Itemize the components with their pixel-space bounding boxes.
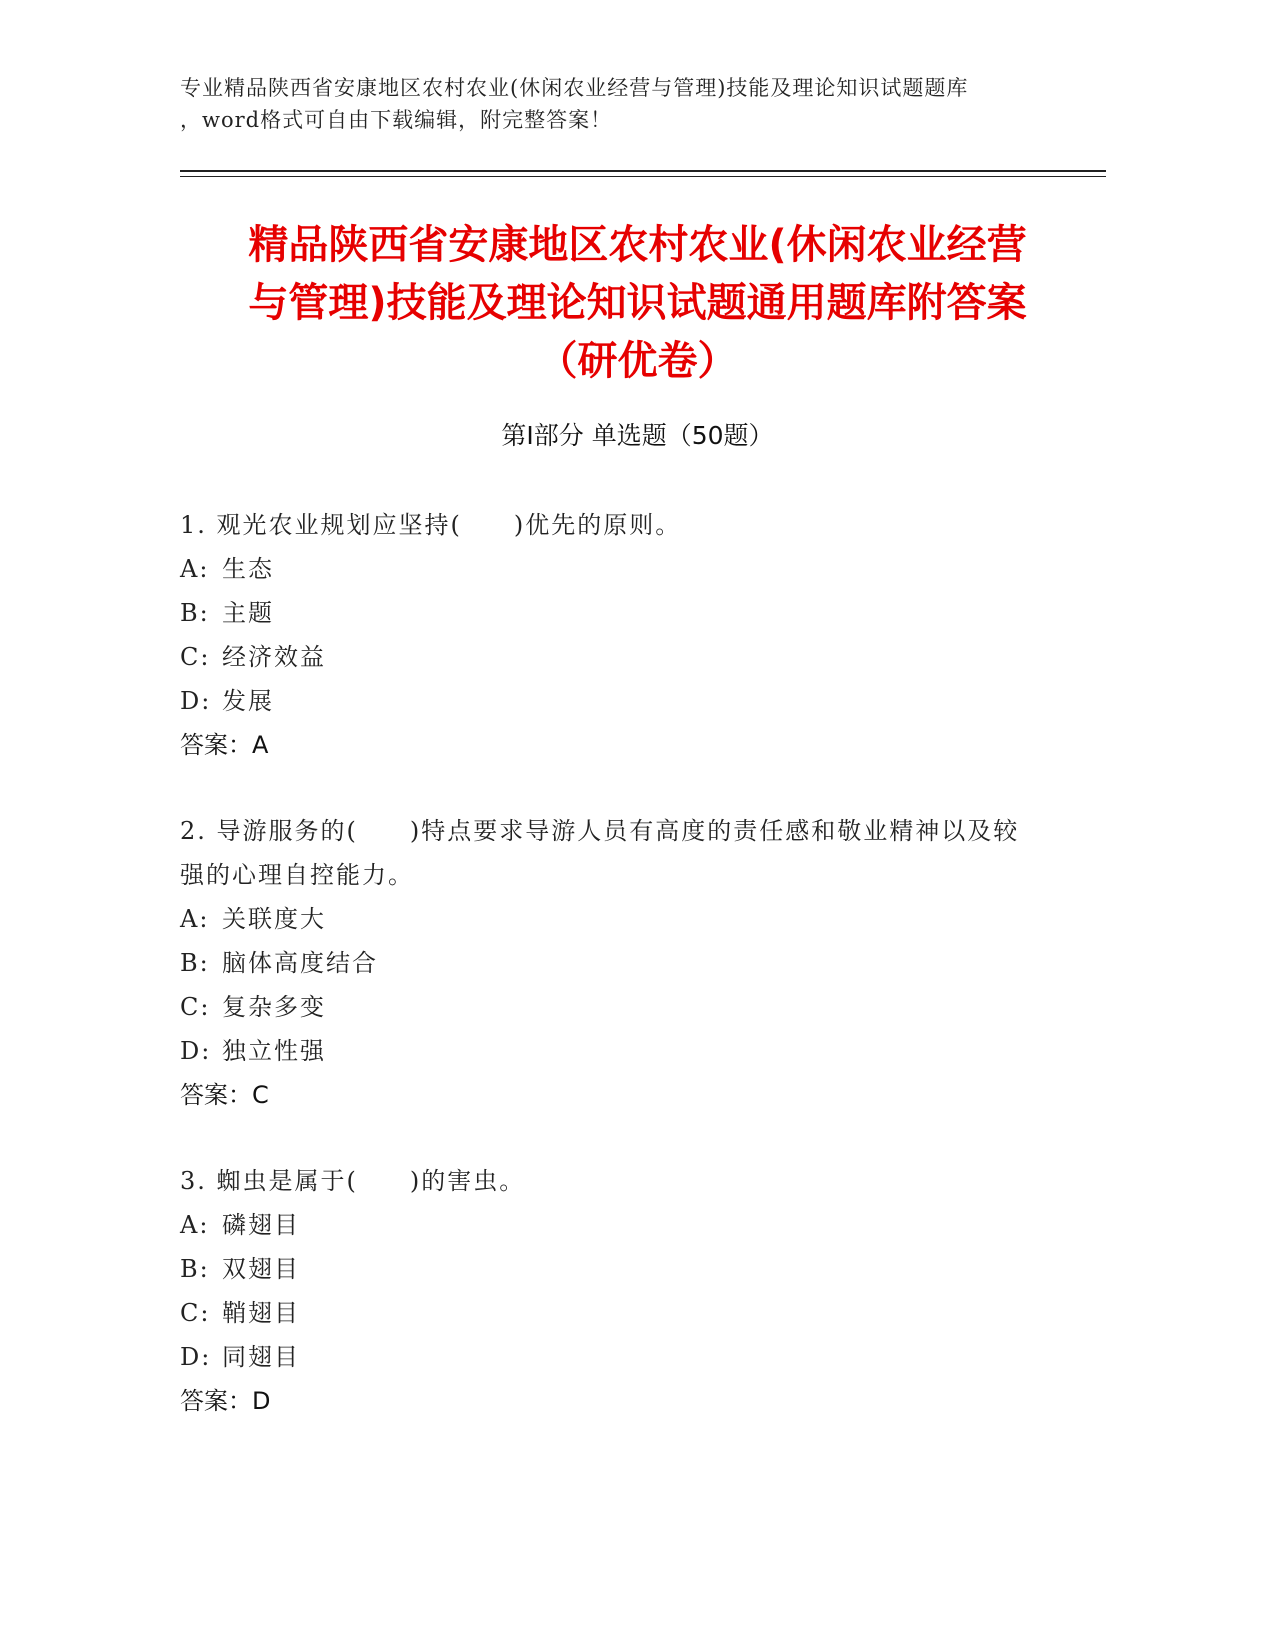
option-key: C: [180,643,211,671]
question-1 [180,503,1040,767]
question-2 [180,809,1040,1117]
option-key: B: [180,599,210,627]
option-a [180,897,1040,941]
option-text: 脑体高度结合 [222,949,378,977]
option-b [180,1247,1040,1291]
option-a [180,547,1040,591]
section-heading: 第Ⅰ部分 单选题（50题） [501,421,774,450]
answer: 答案：D [180,1387,271,1415]
option-key: A: [180,905,210,933]
question-stem: 2. 导游服务的( )特点要求导游人员有高度的责任感和敬业精神以及较强的心理自控能力。 [180,817,1020,889]
option-d [180,1029,1040,1073]
option-c [180,635,1040,679]
option-key: B: [180,1255,210,1283]
option-d [180,1335,1040,1379]
option-key: C: [180,993,211,1021]
option-a [180,1203,1040,1247]
option-text: 生态 [222,555,274,583]
document-title-line-3: （研优卷） [537,338,738,384]
option-key: A: [180,555,210,583]
option-text: 复杂多变 [222,993,326,1021]
document-title-line-2: 与管理)技能及理论知识试题通用题库附答案 [248,280,1027,326]
option-key: A: [180,1211,210,1239]
option-b [180,591,1040,635]
option-text: 独立性强 [222,1037,326,1065]
header-note [180,72,1100,136]
answer: 答案：A [180,731,269,759]
option-d [180,679,1040,723]
header-rule-thin [180,176,1106,177]
header-note-line-1: 专业精品陕西省安康地区农村农业(休闲农业经营与管理)技能及理论知识试题题库 [180,76,969,100]
document-title-line-1: 精品陕西省安康地区农村农业(休闲农业经营 [248,222,1027,268]
document-title [160,216,1115,390]
question-stem: 3. 蜘虫是属于( )的害虫。 [180,1167,526,1195]
option-c [180,985,1040,1029]
option-text: 经济效益 [222,643,326,671]
answer: 答案：C [180,1081,269,1109]
option-text: 主题 [222,599,274,627]
question-stem: 1. 观光农业规划应坚持( )优先的原则。 [180,511,682,539]
option-text: 磷翅目 [222,1211,300,1239]
header-rule-thick [180,170,1106,172]
option-b [180,941,1040,985]
option-key: C: [180,1299,211,1327]
header-note-line-2: ，word格式可自由下载编辑，附完整答案！ [180,108,613,132]
question-3 [180,1159,1040,1423]
option-key: D: [180,687,212,715]
option-text: 双翅目 [222,1255,300,1283]
option-text: 关联度大 [222,905,326,933]
option-text: 鞘翅目 [222,1299,300,1327]
option-key: D: [180,1343,212,1371]
option-key: D: [180,1037,212,1065]
option-text: 发展 [222,687,274,715]
option-c [180,1291,1040,1335]
option-text: 同翅目 [222,1343,300,1371]
question-list [180,503,1040,1465]
option-key: B: [180,949,210,977]
